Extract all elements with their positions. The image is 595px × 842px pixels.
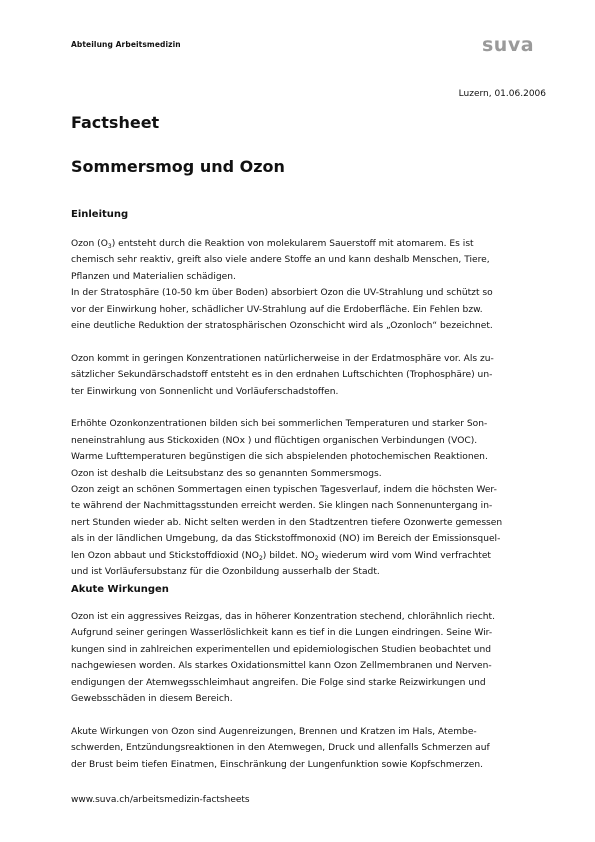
text-run: kungen sind in zahlreichen experimentellen und epidemiologischen Studien beobachtet und — [71, 644, 491, 655]
paragraph-gap — [71, 707, 546, 723]
text-run: Ozon ist ein aggressives Reizgas, das in höherer Konzentration stechend, chlorähnlich riecht. — [71, 612, 495, 622]
text-line — [71, 740, 546, 756]
text-line — [71, 302, 546, 318]
text-line — [71, 285, 546, 301]
text-line — [71, 691, 546, 707]
text-line — [71, 675, 546, 691]
text-run: vor der Einwirkung hoher, schädlicher UV-Strahlung auf die Erdoberfläche. Ein Fehlen bzw. — [71, 304, 483, 315]
department-label: Abteilung Arbeitsmedizin — [71, 40, 181, 49]
text-run: sätzlicher Sekundärschadstoff entsteht es in den erdnahen Luftschichten (Trophosphäre) un- — [71, 370, 493, 381]
text-run: nachgewiesen worden. Als starkes Oxidationsmittel kann Ozon Zellmembranen und Nerven- — [71, 661, 492, 672]
subscript: 2 — [258, 554, 263, 562]
subscript: 3 — [107, 243, 112, 250]
text-run: ) entsteht durch die Reaktion von molekularem Sauerstoff mit atomarem. Es ist — [111, 239, 474, 249]
section-body-akute-wirkungen — [71, 609, 546, 773]
text-line — [71, 625, 546, 641]
text-run: nert Stunden wieder ab. Nicht selten werden in den Stadtzentren tiefere Ozonwerte gemessen — [71, 517, 503, 528]
text-line — [71, 642, 546, 658]
text-line — [71, 658, 546, 674]
text-line — [71, 433, 546, 449]
text-run: In der Stratosphäre (10-50 km über Boden) absorbiert Ozon die UV-Strahlung und schützt so — [71, 288, 493, 299]
text-run: Ozon ist deshalb die Leitsubstanz des so genannten Sommersmogs. — [71, 468, 382, 479]
text-line — [71, 236, 546, 252]
text-run: Erhöhte Ozonkonzentrationen bilden sich bei sommerlichen Temperaturen und starker Son- — [71, 419, 488, 430]
text-line — [71, 252, 546, 268]
text-run: der Brust beim tiefen Einatmen, Einschränkung der Lungenfunktion sowie Kopfschmerzen. — [71, 759, 484, 770]
text-run: Gewebsschäden in diesem Bereich. — [71, 694, 233, 705]
text-run: eine deutliche Reduktion der stratosphärischen Ozonschicht wird als „Ozonloch“ bezeichnet. — [71, 321, 493, 332]
text-run: Ozon kommt in geringen Konzentrationen natürlicherweise in der Erdatmosphäre vor. Als zu- — [71, 353, 494, 364]
text-line — [71, 449, 546, 465]
document-subtitle: Sommersmog und Ozon — [71, 157, 285, 176]
text-run: Warme Lufttemperaturen begünstigen die sich abspielenden photochemischen Reaktionen. — [71, 452, 488, 463]
text-run: len Ozon abbaut und Stickstoffdioxid (NO — [71, 550, 259, 561]
text-line — [71, 269, 546, 285]
text-run: wiederum wird vom Wind verfrachtet — [318, 550, 491, 561]
text-run: Pflanzen und Materialien schädigen. — [71, 271, 236, 282]
text-line — [71, 757, 546, 773]
text-run: te während der Nachmittagsstunden erreicht werden. Sie klingen nach Sonnenuntergang in- — [71, 501, 493, 512]
text-line — [71, 416, 546, 432]
document-title: Factsheet — [71, 113, 160, 132]
paragraph-gap — [71, 400, 546, 416]
text-run: neneinstrahlung aus Stickoxiden (NOx ) und flüchtigen organischen Verbindungen (VOC). — [71, 435, 478, 446]
text-line — [71, 515, 546, 531]
text-run: schwerden, Entzündungsreaktionen in den Atemwegen, Druck und allenfalls Schmerzen auf — [71, 743, 490, 754]
text-run: Akute Wirkungen von Ozon sind Augenreizungen, Brennen und Kratzen im Hals, Atembe- — [71, 726, 477, 737]
text-line — [71, 609, 546, 625]
suva-logo: suva — [482, 34, 535, 56]
section-heading-einleitung: Einleitung — [71, 209, 129, 220]
text-line — [71, 482, 546, 498]
text-run: und ist Vorläufersubstanz für die Ozonbildung ausserhalb der Stadt. — [71, 567, 380, 578]
text-run: ) bildet. NO — [262, 550, 315, 561]
footer-link[interactable]: www.suva.ch/arbeitsmedizin-factsheets — [71, 795, 250, 805]
text-line — [71, 531, 546, 547]
text-line — [71, 318, 546, 334]
subscript: 2 — [314, 554, 319, 562]
paragraph-gap — [71, 334, 546, 350]
section-heading-akute-wirkungen: Akute Wirkungen — [71, 584, 169, 595]
text-line — [71, 564, 546, 580]
text-run: ter Einwirkung von Sonnenlicht und Vorläuferschadstoffen. — [71, 386, 339, 397]
text-line — [71, 466, 546, 482]
text-run: Ozon zeigt an schönen Sommertagen einen typischen Tagesverlauf, indem die höchsten Wer- — [71, 485, 497, 496]
text-line — [71, 384, 546, 400]
text-run: chemisch sehr reaktiv, greift also viele andere Stoffe an und kann deshalb Menschen, Tiere, — [71, 255, 490, 266]
text-run: als in der ländlichen Umgebung, da das Stickstoffmonoxid (NO) im Bereich der Emissionsquel- — [71, 534, 501, 545]
text-run: Aufgrund seiner geringen Wasserlöslichkeit kann es tief in die Lungen eindringen. Seine Wir- — [71, 628, 493, 639]
text-line — [71, 724, 546, 740]
text-line — [71, 548, 546, 564]
text-line — [71, 367, 546, 383]
text-run: Ozon (O — [71, 239, 108, 249]
text-run: endigungen der Atemwegsschleimhaut angreifen. Die Folge sind starke Reizwirkungen und — [71, 677, 486, 688]
text-line — [71, 498, 546, 514]
text-line — [71, 351, 546, 367]
section-body-einleitung — [71, 236, 546, 581]
document-date: Luzern, 01.06.2006 — [458, 89, 546, 99]
